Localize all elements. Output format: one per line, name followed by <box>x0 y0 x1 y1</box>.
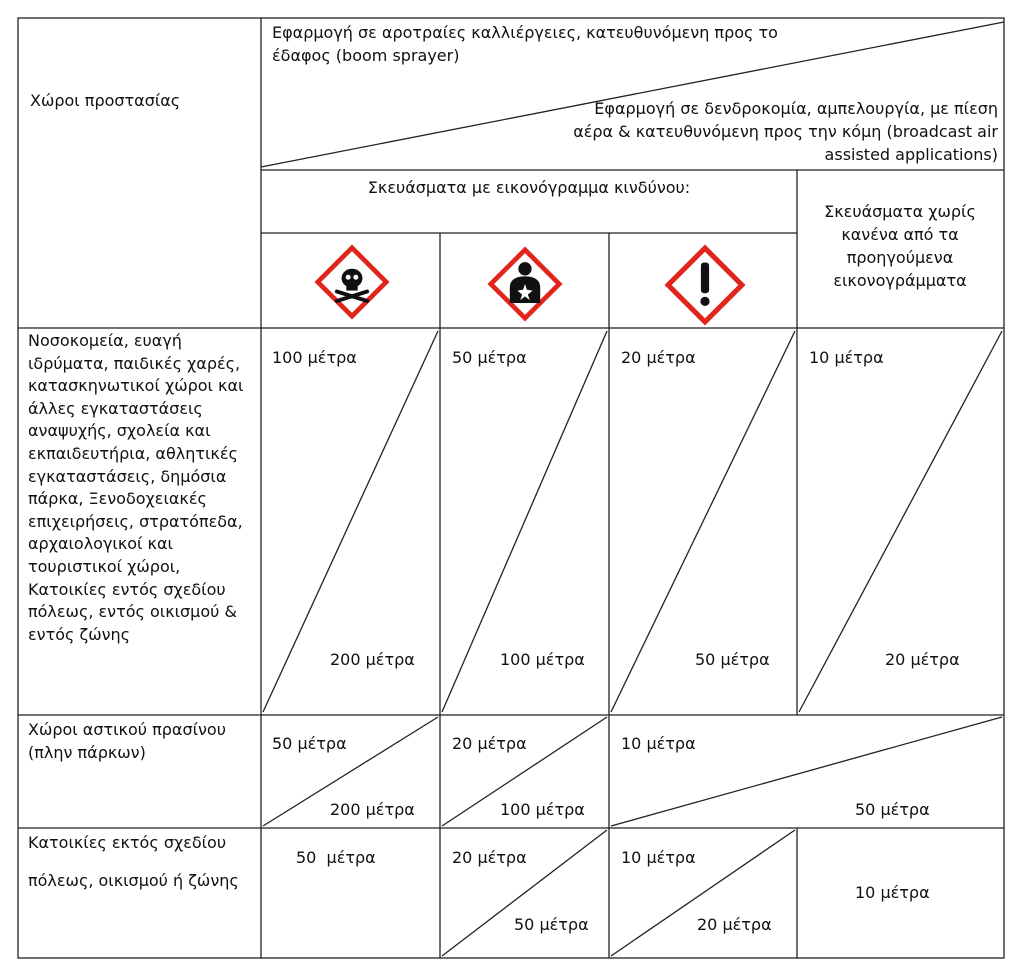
zone-outside-plan-line1: Κατοικίες εκτός σχεδίου <box>28 833 227 852</box>
row3-col3-air: 20 μέτρα <box>697 915 772 934</box>
zone-urban-green: Χώροι αστικού πρασίνου (πλην πάρκων) <box>28 720 226 762</box>
row3-col1-value: 50 μέτρα <box>296 848 376 867</box>
row2-col34-air: 50 μέτρα <box>855 800 930 819</box>
row1-col2-air: 100 μέτρα <box>500 650 585 669</box>
row1-col4-ground: 10 μέτρα <box>809 348 884 367</box>
hazard-products-header: Σκευάσματα με εικονόγραμμα κινδύνου: <box>367 178 691 197</box>
no-pictogram-header: Σκευάσματα χωρίς κανένα από τα προηγούμενα εικονογράμματα <box>824 202 976 290</box>
air-application-header: Εφαρμογή σε δενδροκομία, αμπελουργία, με πίεση αέρα & κατευθυνόμενη προς την κόμη (broadcast air assisted applications) <box>573 99 998 164</box>
row3-col4-value: 10 μέτρα <box>855 883 930 902</box>
row1-col1-air: 200 μέτρα <box>330 650 415 669</box>
protection-zones-header: Χώροι προστασίας <box>30 91 181 110</box>
row1-col2-ground: 50 μέτρα <box>452 348 527 367</box>
exclamation-mark-icon <box>664 244 746 326</box>
row3-col3-ground: 10 μέτρα <box>621 848 696 867</box>
zone-sensitive-sites: Νοσοκομεία, ευαγή ιδρύματα, παιδικές χαρές, κατασκηνωτικοί χώροι και άλλες εγκαταστάσεις αναψυχής, σχολεία και εκπαιδευτήρια, αθλητικές εγκαταστάσεις, δημόσια πάρκα, Ξενοδοχειακές επιχειρήσεις, στρατόπεδα, αρχαιολογικοί και τουριστικοί χώροι, Κατοικίες εντός σχεδίου πόλεως, εντός οικισμού & εντός ζώνης <box>28 331 244 644</box>
row1-col3-ground: 20 μέτρα <box>621 348 696 367</box>
row2-col1-air: 200 μέτρα <box>330 800 415 819</box>
row2-col2-ground: 20 μέτρα <box>452 734 527 753</box>
skull-crossbones-icon <box>314 242 390 322</box>
zone-outside-plan-line2: πόλεως, οικισμού ή ζώνης <box>28 871 239 890</box>
health-hazard-icon <box>487 244 563 324</box>
row3-col2-air: 50 μέτρα <box>514 915 589 934</box>
row2-col34-ground: 10 μέτρα <box>621 734 696 753</box>
row1-col3-air: 50 μέτρα <box>695 650 770 669</box>
row3-col2-ground: 20 μέτρα <box>452 848 527 867</box>
row1-col1-ground: 100 μέτρα <box>272 348 357 367</box>
row2-col1-ground: 50 μέτρα <box>272 734 347 753</box>
ground-application-header: Εφαρμογή σε αροτραίες καλλιέργειες, κατευθυνόμενη προς το έδαφος (boom sprayer) <box>272 23 778 65</box>
row1-col4-air: 20 μέτρα <box>885 650 960 669</box>
row2-col2-air: 100 μέτρα <box>500 800 585 819</box>
